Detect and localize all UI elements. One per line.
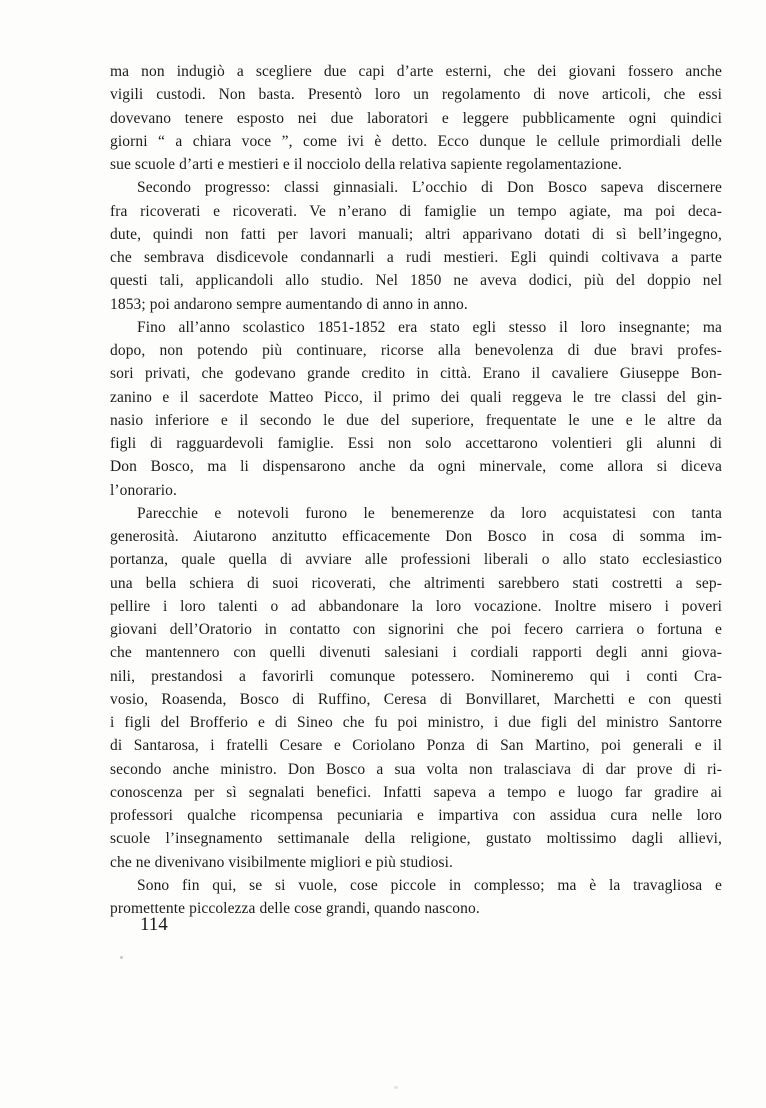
text-line: portanza, quale quella di avviare alle professioni liberali o allo stato ecclesiastico xyxy=(110,551,722,569)
text-line: Secondo progresso: classi ginnasiali. L’occhio di Don Bosco sapeva discernere xyxy=(137,179,722,197)
text-line: scuole l’insegnamento settimanale della religione, gustato moltissimo dagli allievi, xyxy=(110,830,722,848)
text-line: che mantennero con quelli divenuti salesiani i cordiali rapporti degli anni giova- xyxy=(110,644,722,662)
paragraph xyxy=(110,316,722,502)
scan-artifact xyxy=(120,956,123,959)
text-line: Sono fin qui, se si vuole, cose piccole in complesso; ma è la travagliosa e xyxy=(137,876,722,894)
text-line: nili, prestandosi a favorirli comunque potessero. Nomineremo qui i conti Cra- xyxy=(110,667,722,685)
text-line: zanino e il sacerdote Matteo Picco, il primo dei quali reggeva le tre classi del gin- xyxy=(110,388,722,406)
text-line: vosio, Roasenda, Bosco di Ruffino, Ceresa di Bonvillaret, Marchetti e con questi xyxy=(110,690,722,708)
text-line: nasio inferiore e il secondo le due del superiore, frequentate le une e le altre da xyxy=(110,411,722,429)
text-line: 1853; poi andarono sempre aumentando di anno in anno. xyxy=(110,295,468,313)
text-line: dovevano tenere esposto nei due laboratori e leggere pubblicamente ogni quindici xyxy=(110,109,722,127)
text-line: Fino all’anno scolastico 1851-1852 era stato egli stesso il loro insegnante; ma xyxy=(137,318,722,336)
text-line: vigili custodi. Non basta. Presentò loro un regolamento di nove articoli, che essi xyxy=(110,86,722,104)
text-line: generosità. Aiutarono anzitutto efficacemente Don Bosco in cosa di somma im- xyxy=(110,528,722,545)
text-line: dute, quindi non fatti per lavori manuali; altri apparivano dotati di sì bell’ingegno, xyxy=(110,225,722,243)
text-line: giorni “ a chiara voce ”, come ivi è detto. Ecco dunque le cellule primordiali delle xyxy=(110,132,722,150)
text-line: sue scuole d’arti e mestieri e il nocciolo della relativa sapiente regolamentazione. xyxy=(110,156,622,173)
text-line: dopo, non potendo più continuare, ricorse alla benevolenza di due bravi profes- xyxy=(110,342,722,359)
text-line: questi tali, applicandoli allo studio. Nel 1850 ne aveva dodici, più del doppio nel xyxy=(110,272,722,290)
text-line: giovani dell’Oratorio in contatto con signorini che poi fecero carriera o fortuna e xyxy=(110,621,722,638)
paragraph-continuation xyxy=(110,60,722,176)
text-line: di Santarosa, i fratelli Cesare e Coriolano Ponza di San Martino, poi generali e il xyxy=(110,737,722,755)
text-line: secondo anche ministro. Don Bosco a sua volta non tralasciava di dar prove di ri- xyxy=(110,760,722,778)
text-line: Don Bosco, ma li dispensarono anche da ogni minervale, come allora si diceva xyxy=(110,458,722,476)
text-line: che ne divenivano visibilmente migliori e più studiosi. xyxy=(110,853,454,871)
text-line: Parecchie e notevoli furono le benemerenze da loro acquistatesi con tanta xyxy=(137,504,722,522)
page-number: 114 xyxy=(140,914,168,935)
text-line: conoscenza per sì segnalati benefici. Infatti sapeva a tempo e luogo far gradire ai xyxy=(110,783,722,801)
text-line: una bella schiera di suoi ricoverati, che altrimenti sarebbero stati costretti a sep- xyxy=(110,574,722,592)
text-block xyxy=(110,60,722,920)
paragraph xyxy=(110,502,722,874)
paragraph xyxy=(110,874,722,921)
text-line: professori qualche ricompensa pecuniaria e impartiva con assidua cura nelle loro xyxy=(110,807,722,824)
text-line: fra ricoverati e ricoverati. Ve n’erano di famiglie un tempo agiate, ma poi deca- xyxy=(110,202,722,220)
text-line: promettente piccolezza delle cose grandi, quando nascono. xyxy=(110,900,480,917)
text-line: i figli del Brofferio e di Sineo che fu poi ministro, i due figli del ministro Santorre xyxy=(110,714,722,731)
text-line: figli di ragguardevoli famiglie. Essi non solo accettarono volentieri gli alunni di xyxy=(110,435,722,452)
text-line: che sembrava disdicevole condannarli a rudi mestieri. Egli quindi coltivava a parte xyxy=(110,249,722,266)
paragraph xyxy=(110,176,722,316)
text-line: pellire i loro talenti o ad abbandonare la loro vocazione. Inoltre misero i poveri xyxy=(110,597,722,615)
scan-artifact xyxy=(394,1086,398,1089)
text-line: ma non indugiò a scegliere due capi d’arte esterni, che dei giovani fossero anche xyxy=(110,63,722,80)
text-line: sori privati, che godevano grande credito in città. Erano il cavaliere Giuseppe Bon- xyxy=(110,365,722,383)
text-line: l’onorario. xyxy=(110,481,177,499)
